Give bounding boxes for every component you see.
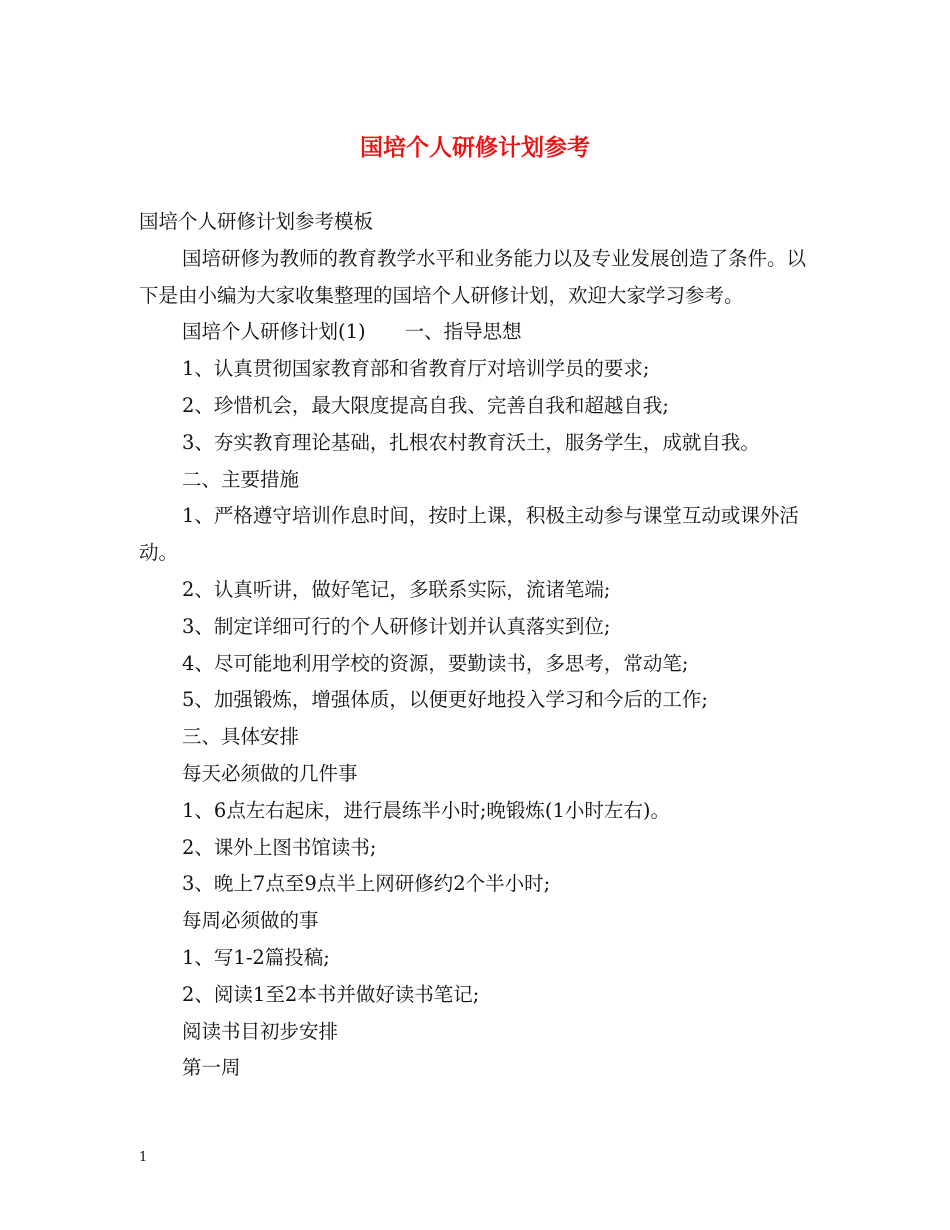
document-title: 国培个人研修计划参考 [360,134,590,161]
document-paragraph: 1、6点左右起床，进行晨练半小时;晚锻炼(1小时左右)。 [182,798,671,822]
document-paragraph: 1、严格遵守培训作息时间，按时上课，积极主动参与课堂互动或课外活动。 [139,504,799,565]
document-paragraph: 3、夯实教育理论基础，扎根农村教育沃土，服务学生，成就自我。 [182,430,760,454]
document-paragraph: 2、阅读1至2本书并做好读书笔记; [182,982,480,1006]
document-paragraph: 2、认真听讲，做好笔记，多联系实际，流诸笔端; [182,577,611,601]
document-paragraph: 1、写1-2篇投稿; [182,945,330,969]
document-paragraph: 国培研修为教师的教育教学水平和业务能力以及专业发展创造了条件。以下是由小编为大家收集整理的国培个人研修计划，欢迎大家学习参考。 [139,246,807,307]
document-paragraph: 3、制定详细可行的个人研修计划并认真落实到位; [182,614,611,638]
document-paragraph: 2、珍惜机会，最大限度提高自我、完善自我和超越自我; [182,393,669,417]
document-paragraph: 3、晚上7点至9点半上网研修约2个半小时; [182,872,551,896]
document-paragraph: 4、尽可能地利用学校的资源，要勤读书，多思考，常动笔; [182,651,689,675]
page-number: 1 [139,1150,148,1165]
document-paragraph: 阅读书目初步安排 [182,1019,339,1043]
document-paragraph: 二、主要措施 [182,467,300,491]
document-paragraph: 2、课外上图书馆读书; [182,835,377,859]
document-paragraph: 国培个人研修计划参考模板 [139,210,374,233]
document-paragraph: 国培个人研修计划(1) 一、指导思想 [182,320,522,344]
document-paragraph: 三、具体安排 [182,725,300,749]
document-paragraph: 第一周 [182,1056,241,1080]
document-paragraph: 每天必须做的几件事 [182,761,358,785]
document-paragraph: 1、认真贯彻国家教育部和省教育厅对培训学员的要求; [182,357,650,381]
document-paragraph: 每周必须做的事 [182,909,319,933]
document-body [139,204,811,1087]
document-paragraph: 5、加强锻炼，增强体质，以便更好地投入学习和今后的工作; [182,688,708,712]
